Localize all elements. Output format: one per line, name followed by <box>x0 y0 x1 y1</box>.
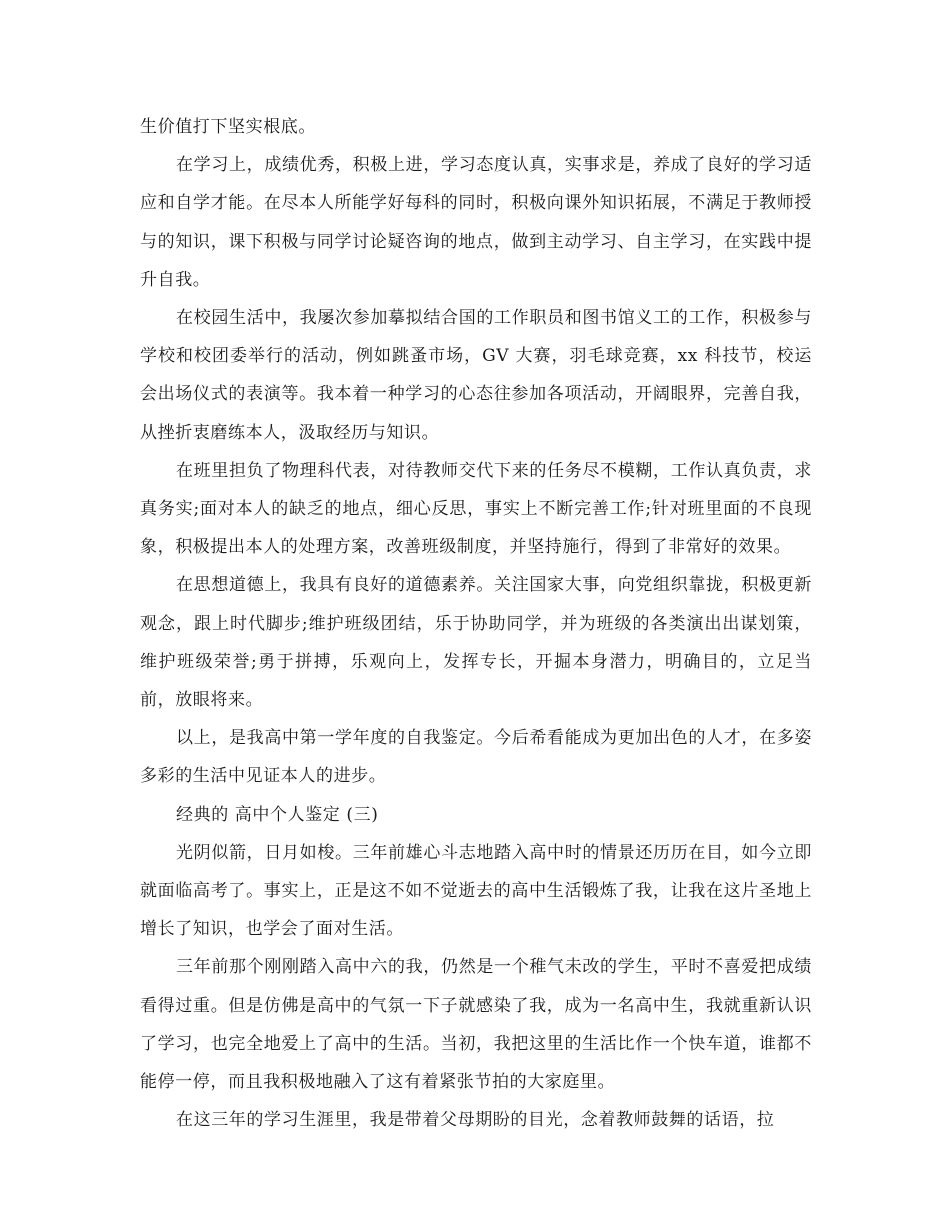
paragraph-1: 生价值打下坚实根底。 <box>140 117 316 137</box>
document-page <box>140 108 812 1139</box>
paragraph-8: 三年前那个刚刚踏入高中六的我，仍然是一个稚气未改的学生，平时不喜爱把成绩看得过重。但是仿佛是高中的气氛一下子就感染了我，成为一名高中生，我就重新认识了学习，也完全地爱上了高中的生活。当初，我把这里的生活比作一个快车道，谁都不能停一停，而且我积极地融入了这有着紧张节拍的大家庭里。 <box>140 957 812 1093</box>
paragraph-3: 在校园生活中，我屡次参加摹拟结合国的工作职员和图书馆义工的工作，积极参与学校和校团委举行的活动，例如跳蚤市场，GV 大赛，羽毛球竞赛，xx 科技节，校运会出场仪式的表演等。我本着一种学习的心态往参加各项活动，开阔眼界，完善自我，从挫折衷磨练本人，汲取经历与知识。 <box>140 308 812 443</box>
paragraph-7: 光阴似箭，日月如梭。三年前雄心斗志地踏入高中时的情景还历历在目，如今立即就面临高考了。事实上，正是这不如不觉逝去的高中生活锻炼了我，让我在这片圣地上增长了知识，也学会了面对生活。 <box>140 842 812 940</box>
paragraph-6: 以上，是我高中第一学年度的自我鉴定。今后希看能成为更加出色的人才，在多姿多彩的生活中见证本人的进步。 <box>140 728 812 787</box>
paragraph-4: 在班里担负了物理科代表，对待教师交代下来的任务尽不模糊，工作认真负责，求真务实;面对本人的缺乏的地点，细心反思，事实上不断完善工作;针对班里面的不良现象，积极提出本人的处理方案，改善班级制度，并坚持施行，得到了非常好的效果。 <box>140 460 812 558</box>
section-heading: 经典的 高中个人鉴定 (三) <box>176 804 379 825</box>
paragraph-5: 在思想道德上，我具有良好的道德素养。关注国家大事，向党组织靠拢，积极更新观念，跟上时代脚步;维护班级团结，乐于协助同学，并为班级的各类演出出谋划策，维护班级荣誉;勇于拼搏，乐观向上，发挥专长，开掘本身潜力，明确目的，立足当前，放眼将来。 <box>140 575 812 711</box>
paragraph-9: 在这三年的学习生涯里，我是带着父母期盼的目光，念着教师鼓舞的话语，拉 <box>176 1110 775 1131</box>
paragraph-2: 在学习上，成绩优秀，积极上进，学习态度认真，实事求是，养成了良好的学习适应和自学才能。在尽本人所能学好每科的同时，积极向课外知识拓展，不满足于教师授与的知识，课下积极与同学讨论疑咨询的地点，做到主动学习、自主学习，在实践中提升自我。 <box>140 155 812 290</box>
